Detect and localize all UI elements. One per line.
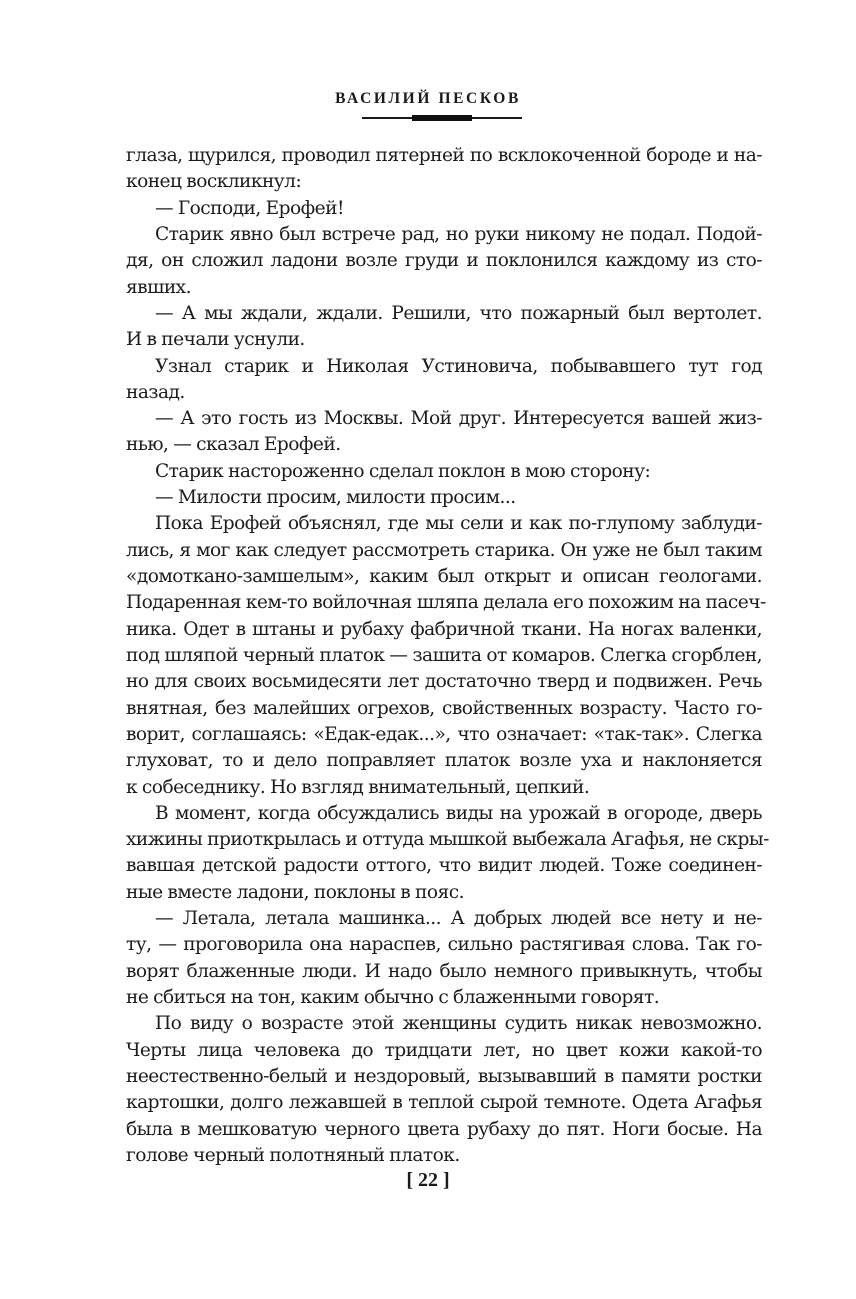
text-line: ника. Одет в штаны и рубаху фабричной ткани. На ногах валенки,	[126, 618, 762, 640]
text-line: хижины приоткрылась и оттуда мышкой выбежала Агафья, не скры-	[126, 829, 769, 851]
text-line: но для своих восьмидесяти лет достаточно тверд и подвижен. Речь	[126, 671, 762, 693]
text-line: — Милости просим, милости просим...	[155, 487, 516, 509]
text-line: ту, — проговорила она нараспев, сильно растягивая слова. Так го-	[126, 934, 762, 956]
text-line: конец воскликнул:	[126, 171, 302, 193]
text-line: картошки, долго лежавшей в теплой сырой темноте. Одета Агафья	[126, 1092, 762, 1114]
author-name: ВАСИЛИЙ ПЕСКОВ	[335, 90, 521, 107]
text-line: назад.	[126, 381, 185, 403]
text-line: нью, — сказал Ерофей.	[126, 434, 341, 456]
text-line: — Господи, Ерофей!	[155, 197, 344, 219]
text-line: была в мешковатую черного цвета рубаху до пят. Ноги босые. На	[126, 1118, 762, 1140]
text-line: Черты лица человека до тридцати лет, но цвет кожи какой-то	[126, 1039, 762, 1061]
page-body	[126, 143, 769, 1169]
text-line: Пока Ерофей объяснял, где мы сели и как по-глупому заблуди-	[155, 513, 762, 535]
text-line: не сбиться на тон, каким обычно с блаженными говорят.	[126, 987, 660, 1008]
header-rule-accent	[412, 115, 472, 121]
page-number: [ 22 ]	[406, 1169, 450, 1191]
text-line: Подаренная кем-то войлочная шляпа делала его похожим на пасеч-	[126, 592, 766, 614]
text-line: По виду о возрасте этой женщины судить никак невозможно.	[155, 1013, 762, 1035]
text-line: к собеседнику. Но взгляд внимательный, цепкий.	[126, 776, 590, 798]
text-line: вавшая детской радости оттого, что видит людей. Тоже соединен-	[126, 855, 762, 877]
text-line: И в печали уснули.	[126, 329, 305, 351]
text-line: Узнал старик и Николая Устиновича, побывавшего тут год	[155, 355, 762, 377]
text-line: В момент, когда обсуждались виды на урожай в огороде, дверь	[155, 802, 762, 824]
text-line: голове черный полотняный платок.	[126, 1144, 460, 1166]
text-line: глаза, щурился, проводил пятерней по всклокоченной бороде и на-	[126, 145, 762, 166]
text-line: — А это гость из Москвы. Мой друг. Интересуется вашей жиз-	[155, 408, 762, 430]
text-line: — А мы ждали, ждали. Решили, что пожарный был вертолет.	[155, 302, 762, 324]
text-line: «домоткано-замшелым», каким был открыт и описан геологами.	[126, 566, 762, 587]
text-line: под шляпой черный платок — зашита от комаров. Слегка сгорблен,	[126, 644, 762, 666]
text-line: дя, он сложил ладони возле груди и поклонился каждому из сто-	[126, 250, 762, 272]
text-line: ворят блаженные люди. И надо было немного привыкнуть, чтобы	[126, 960, 762, 982]
text-line: внятная, без малейших огрехов, свойственных возрасту. Часто го-	[126, 697, 762, 719]
text-line: глуховат, то и дело поправляет платок возле уха и наклоняется	[126, 750, 762, 772]
text-line: лись, я мог как следует рассмотреть старика. Он уже не был таким	[126, 539, 762, 561]
text-line: — Летала, летала машинка... А добрых людей все нету и не-	[155, 908, 762, 930]
text-line: неестественно-белый и нездоровый, вызывавший в памяти ростки	[126, 1065, 762, 1087]
text-line: ные вместе ладони, поклоны в пояс.	[126, 881, 464, 903]
running-head	[0, 88, 856, 108]
text-line: Старик явно был встрече рад, но руки никому не подал. Подой-	[155, 223, 762, 245]
text-line: ворит, соглашаясь: «Едак-едак...», что означает: «так-так». Слегка	[126, 723, 762, 745]
text-line: Старик настороженно сделал поклон в мою сторону:	[155, 460, 651, 482]
text-line: явших.	[126, 276, 191, 298]
